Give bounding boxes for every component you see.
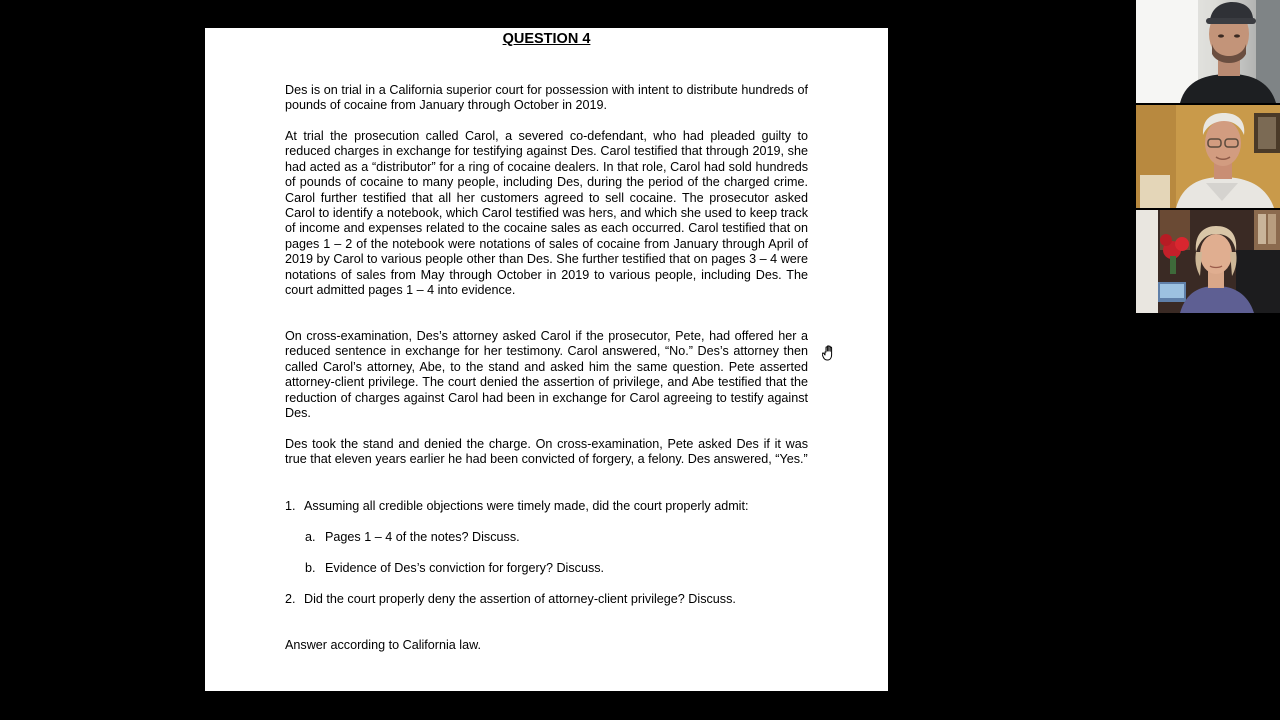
question-2 [285,592,736,607]
question-2-text: Did the court properly deny the assertion of attorney-client privilege? Discuss. [304,592,736,606]
participant-video-tile-2[interactable] [1136,105,1280,208]
question-1b [305,561,604,576]
question-1a [305,530,520,545]
paragraph-cross-examination: On cross-examination, Des’s attorney asked Carol if the prosecutor, Pete, had offered her a reduced sentence in exchange for her testimony. Carol answered, “No.” Des’s attorney then called Carol’s attorney, Abe, to the stand and asked him the same question. Pete asserted attorney-client privilege. The court denied the assertion of privilege, and Abe testified that the reduction of charges against Carol had been in exchange for Carol agreeing to testify against Des. [285,329,808,421]
question-1b-letter: b. [305,561,316,575]
document-title: QUESTION 4 [502,31,591,47]
question-1-text: Assuming all credible objections were timely made, did the court properly admit: [304,499,749,513]
participant-man-cap-video [1136,0,1280,103]
hand-grab-cursor [822,344,838,362]
participant-woman-office-video [1136,210,1280,313]
participant-older-man-video [1136,105,1280,208]
participant-video-tile-1[interactable] [1136,0,1280,103]
closing-instruction: Answer according to California law. [285,638,481,652]
question-1b-text: Evidence of Des’s conviction for forgery? Discuss. [325,561,605,575]
question-1-number: 1. [285,499,296,513]
paragraph-intro: Des is on trial in a California superior court for possession with intent to distribute hundreds of pounds of cocaine from January through October in 2019. [285,83,808,113]
paragraph-des-testimony: Des took the stand and denied the charge. On cross-examination, Pete asked Des if it was true that eleven years earlier he had been convicted of forgery, a felony. Des answered, “Yes.” [285,437,808,467]
participant-video-tile-3[interactable] [1136,210,1280,313]
paragraph-prosecution: At trial the prosecution called Carol, a severed co-defendant, who had pleaded guilty to reduced charges in exchange for testifying against Des. Carol testified that through 2019, she had acted as a “distributor” for a ring of cocaine dealers. In that role, Carol had sold hundreds of pounds of cocaine to many people, including Des, during the period of the charged crime. Carol further testified that all her customers agreed to sell cocaine. The prosecutor asked Carol to identify a notebook, which Carol testified was hers, and which she used to keep track of income and expenses related to the cocaine sales as each occurred. Carol testified that on pages 1 – 2 of the notebook were notations of sales of cocaine from January through April of 2019 by Carol to various people other than Des. She further testified that on pages 3 – 4 were notations of sales from May through October in 2019 to various people, including Des. The court admitted pages 1 – 4 into evidence. [285,129,808,298]
question-2-number: 2. [285,592,296,606]
question-1a-letter: a. [305,530,316,544]
document-page [205,28,888,691]
question-1a-text: Pages 1 – 4 of the notes? Discuss. [325,530,520,544]
question-1 [285,499,748,514]
